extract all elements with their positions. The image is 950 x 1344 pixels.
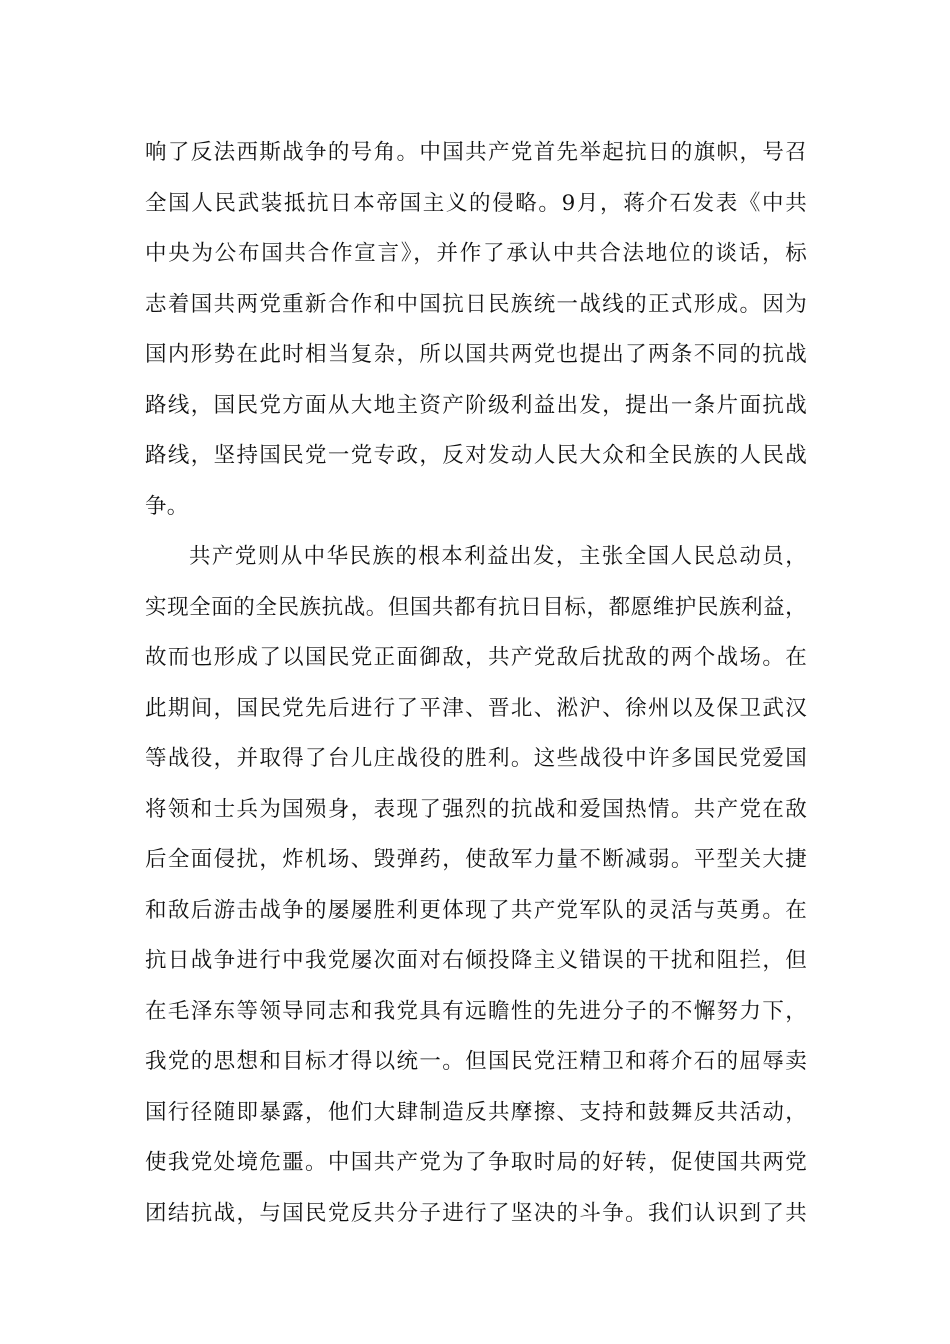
text-line: 共产党则从中华民族的根本利益出发，主张全国人民总动员， <box>189 544 807 569</box>
text-line: 路线，国民党方面从大地主资产阶级利益出发，提出一条片面抗战 <box>145 392 807 418</box>
text-line: 使我党处境危噩。中国共产党为了争取时局的好转，促使国共两党 <box>145 1150 807 1175</box>
text-line: 在毛泽东等领导同志和我党具有远瞻性的先进分子的不懈努力下， <box>145 998 807 1024</box>
text-line: 此期间，国民党先后进行了平津、晋北、淞沪、徐州以及保卫武汉 <box>145 695 807 721</box>
text-line: 志着国共两党重新合作和中国抗日民族统一战线的正式形成。因为 <box>145 291 807 317</box>
text-line: 实现全面的全民族抗战。但国共都有抗日目标，都愿维护民族利益， <box>145 594 807 620</box>
text-line: 中央为公布国共合作宣言》，并作了承认中共合法地位的谈话，标 <box>145 241 807 266</box>
text-line: 抗日战争进行中我党屡次面对右倾投降主义错误的干扰和阻拦，但 <box>145 948 807 973</box>
text-line: 团结抗战，与国民党反共分子进行了坚决的斗争。我们认识到了共 <box>145 1200 807 1226</box>
paragraph-2 <box>145 532 807 1239</box>
text-line: 国行径随即暴露，他们大肆制造反共摩擦、支持和鼓舞反共活动， <box>145 1099 807 1125</box>
text-line: 路线，坚持国民党一党专政，反对发动人民大众和全民族的人民战 <box>145 443 807 468</box>
text-line: 故而也形成了以国民党正面御敌，共产党敌后扰敌的两个战场。在 <box>145 645 807 670</box>
text-line: 争。 <box>145 493 189 519</box>
text-line: 我党的思想和目标才得以统一。但国民党汪精卫和蒋介石的屈辱卖 <box>145 1049 807 1074</box>
text-line: 全国人民武装抵抗日本帝国主义的侵略。9月，蒋介石发表《中共 <box>145 190 807 216</box>
text-line: 等战役，并取得了台儿庄战役的胜利。这些战役中许多国民党爱国 <box>145 746 807 771</box>
body-text <box>145 128 807 1239</box>
text-line: 和敌后游击战争的屡屡胜利更体现了共产党军队的灵活与英勇。在 <box>145 897 807 923</box>
text-line: 国内形势在此时相当复杂，所以国共两党也提出了两条不同的抗战 <box>145 342 807 367</box>
text-line: 响了反法西斯战争的号角。中国共产党首先举起抗日的旗帜，号召 <box>145 140 807 165</box>
paragraph-1 <box>145 128 807 532</box>
text-line: 后全面侵扰，炸机场、毁弹药，使敌军力量不断减弱。平型关大捷 <box>145 847 807 872</box>
text-line: 将领和士兵为国殒身，表现了强烈的抗战和爱国热情。共产党在敌 <box>145 796 807 822</box>
